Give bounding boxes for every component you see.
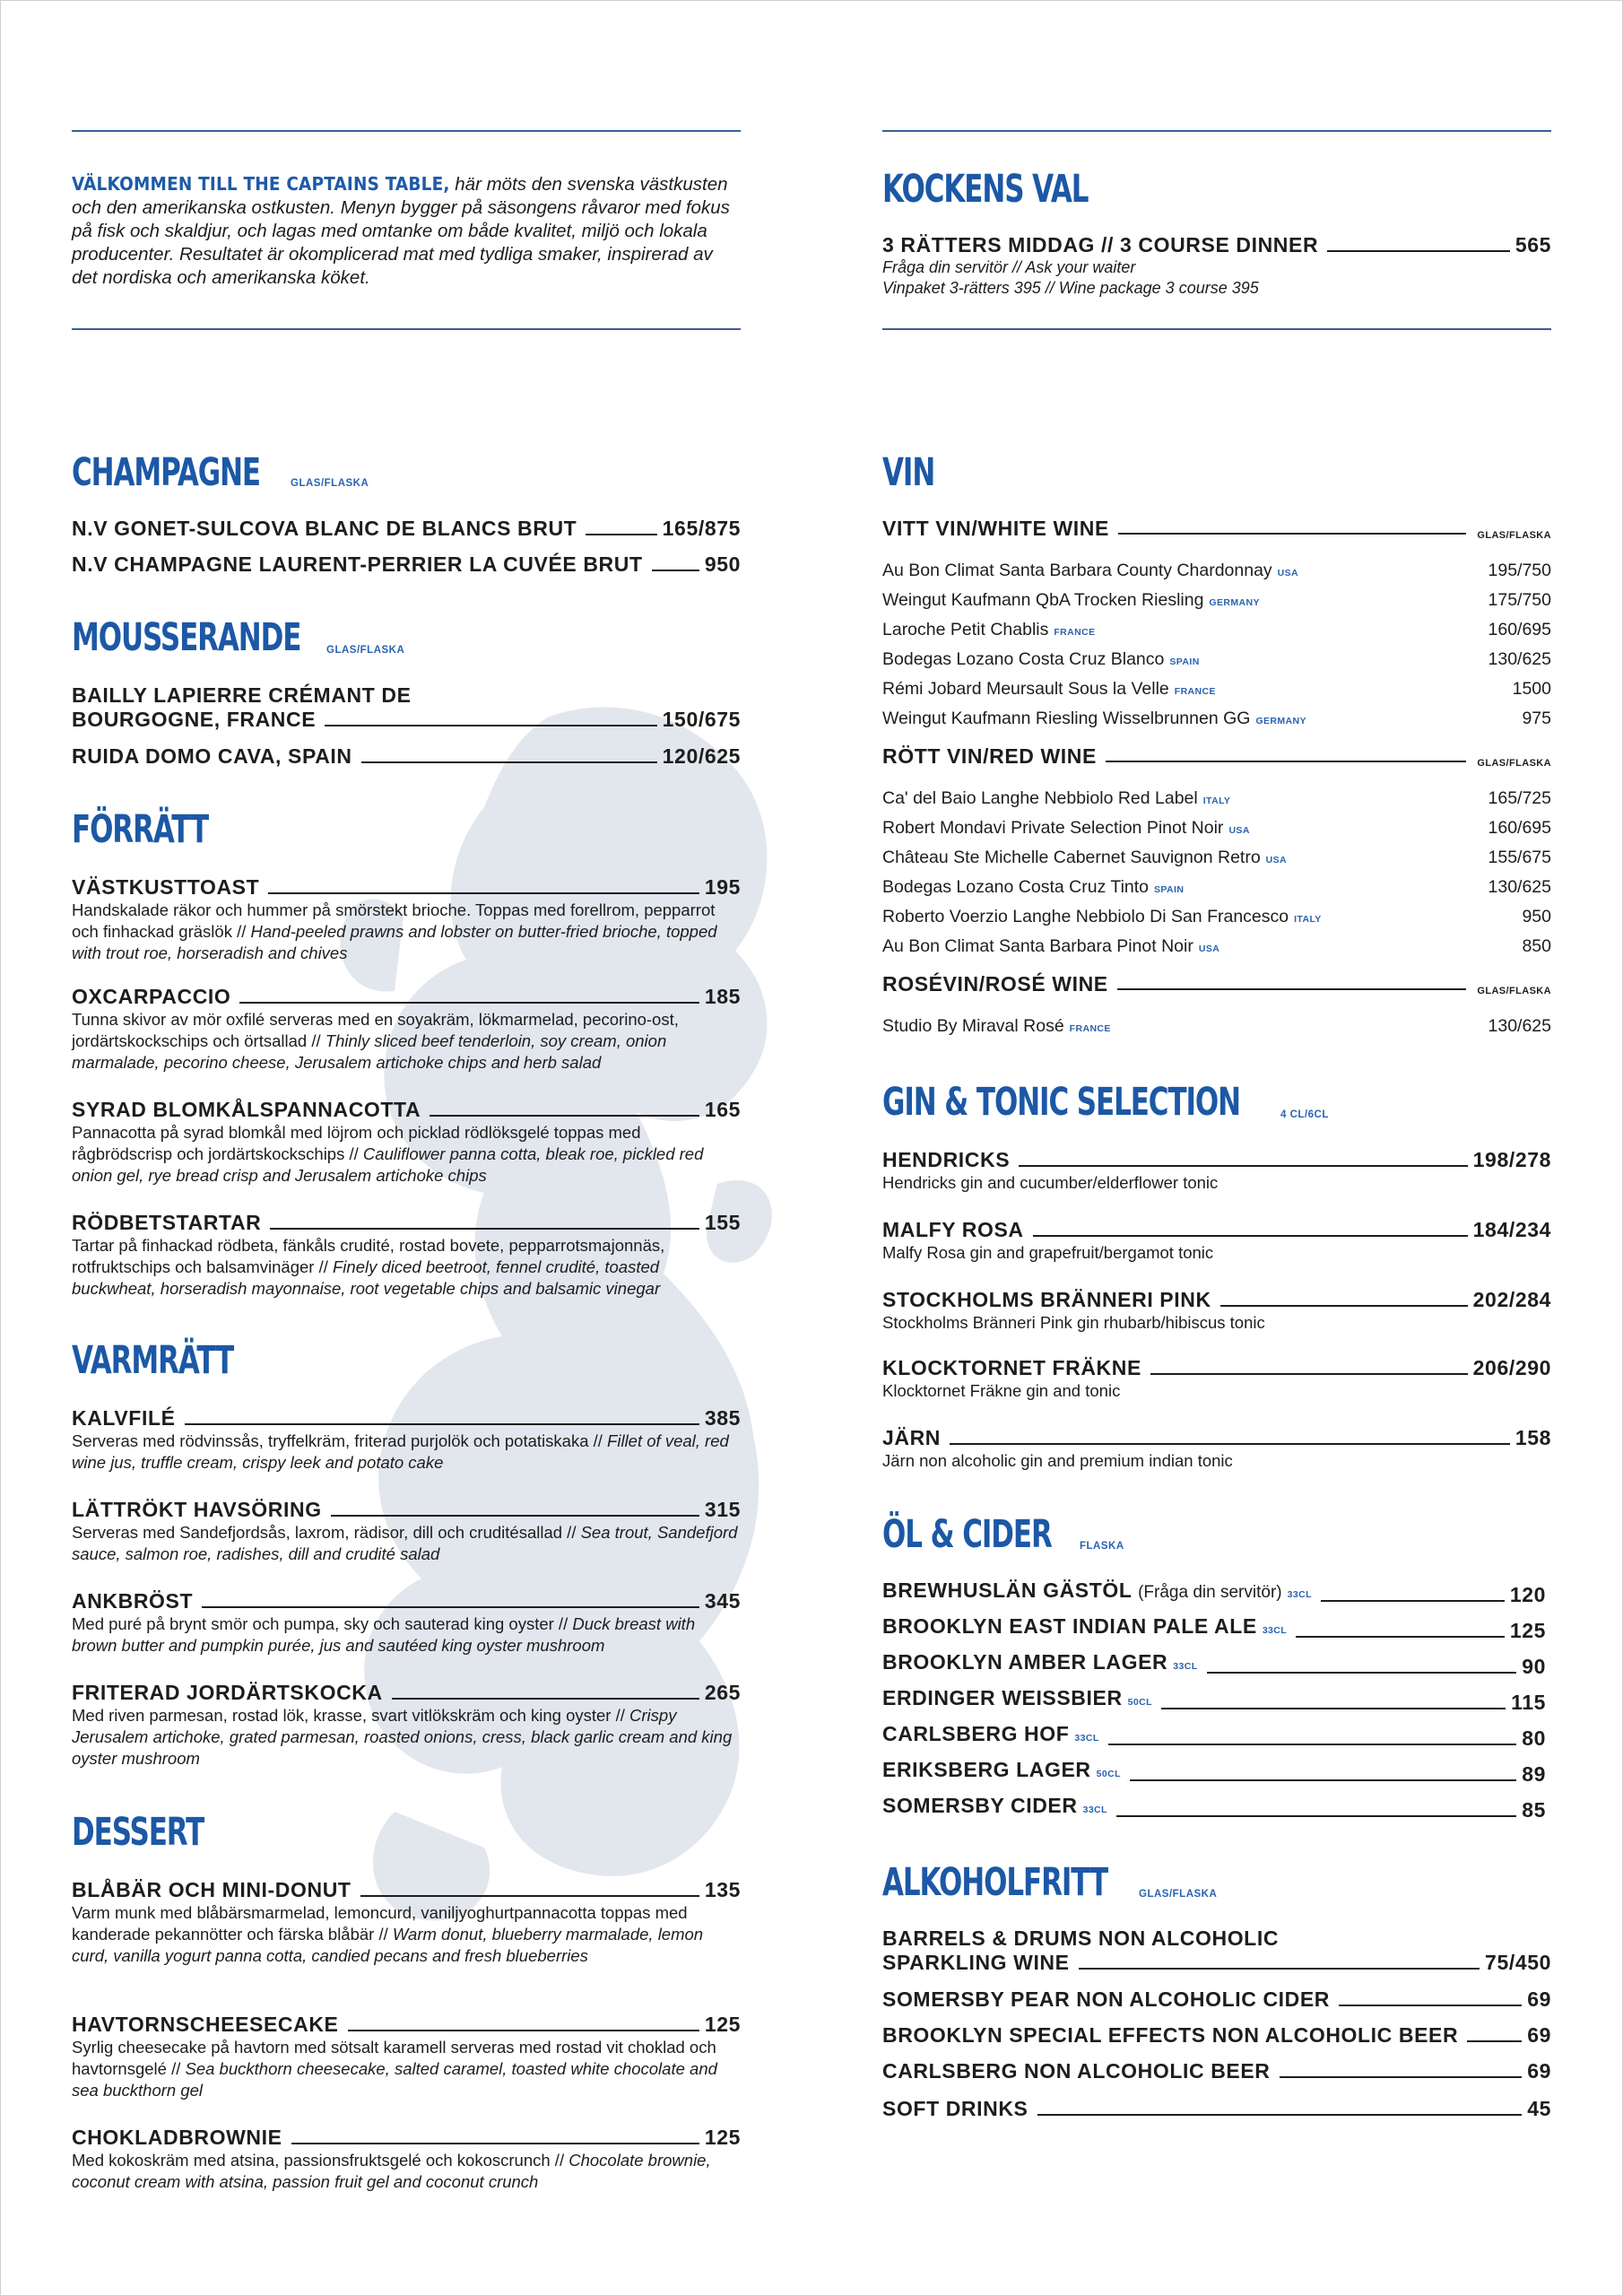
menu-item	[72, 2013, 741, 2101]
item-name: OXCARPACCIO	[72, 985, 231, 1008]
item-name: BROOKLYN AMBER LAGER	[882, 1650, 1168, 1674]
menu-item	[72, 1681, 741, 1770]
gin-item	[882, 1356, 1551, 1402]
nonalc-item	[882, 2059, 1551, 2083]
item-desc-en: Fillet of veal, red wine jus, truffle cream, crispy leek and potato cake	[72, 1431, 729, 1472]
item-price: 315	[704, 1498, 741, 1521]
item-size: 33CL	[1287, 1589, 1312, 1600]
item-name: BARRELS & DRUMS NON ALCOHOLIC	[882, 1926, 1280, 1950]
gin-item	[882, 1288, 1551, 1334]
item-name: JÄRN	[882, 1426, 942, 1449]
dot-leader	[1321, 1600, 1505, 1602]
item-price: 165	[704, 1098, 741, 1121]
gin-item	[882, 1218, 1551, 1264]
item-desc-en: Warm donut, blueberry marmalade, lemon curd, vanilla yogurt panna cotta, candied pecans and fresh blueberries	[72, 1925, 704, 1965]
item-desc-en: Thinly sliced beef tenderloin, soy cream, onion marmalade, pecorino cheese, Jerusalem artichoke chips and herb salad	[72, 1031, 667, 1072]
dessert-title: DESSERT	[72, 1810, 204, 1855]
wine-country: USA	[1198, 944, 1220, 954]
wine-price: 165/725	[1488, 788, 1551, 808]
item-desc: Malfy Rosa gin and grapefruit/bergamot tonic	[882, 1243, 1214, 1262]
item-name: BROOKLYN EAST INDIAN PALE ALE	[882, 1614, 1257, 1638]
item-price: 950	[704, 552, 741, 576]
item-desc: Hendricks gin and cucumber/elderflower tonic	[882, 1173, 1219, 1192]
dot-leader	[950, 1443, 1510, 1445]
dot-leader	[1106, 761, 1466, 762]
dot-leader	[1161, 1708, 1506, 1709]
item-name: RÖDBETSTARTAR	[72, 1211, 262, 1234]
item-name: ANKBRÖST	[72, 1589, 194, 1613]
red-wine-section	[882, 744, 1551, 962]
item-price: 165/875	[662, 517, 741, 540]
item-name: ERDINGER WEISSBIER	[882, 1686, 1123, 1709]
item-name: HENDRICKS	[882, 1148, 1011, 1171]
kockens-bottom-rule	[882, 328, 1551, 330]
item-desc-en: Crispy Jerusalem artichoke, grated parmesan, roasted onions, cress, black garlic cream and king oyster mushroom	[72, 1706, 733, 1768]
kockens-val-title: KOCKENS VAL	[882, 167, 1089, 212]
wine-name: Au Bon Climat Santa Barbara County Chardonnay	[882, 561, 1272, 580]
item-name: SOMERSBY CIDER	[882, 1794, 1078, 1817]
dot-leader	[1327, 250, 1510, 252]
wine-price: 130/625	[1488, 877, 1551, 897]
dot-leader	[392, 1698, 699, 1700]
wine-row	[882, 646, 1551, 675]
item-price: 195	[704, 875, 741, 899]
item-name: LÄTTRÖKT HAVSÖRING	[72, 1498, 322, 1521]
wine-price: 130/625	[1488, 1016, 1551, 1036]
alkoholfritt-tag: GLAS/FLASKA	[1139, 1889, 1218, 1900]
wine-country: FRANCE	[1054, 627, 1096, 638]
nonalc-item	[882, 1987, 1551, 2012]
item-desc: Klocktornet Fräkne gin and tonic	[882, 1381, 1121, 1400]
wine-row	[882, 874, 1551, 903]
item-price: 125	[1509, 1619, 1546, 1642]
beer-item	[882, 1578, 1546, 1607]
item-price: 80	[1522, 1726, 1546, 1750]
item-name: BLÅBÄR OCH MINI-DONUT	[72, 1878, 352, 1901]
intro-lead: VÄLKOMMEN TILL THE CAPTAINS TABLE,	[72, 173, 450, 195]
item-price: 115	[1511, 1691, 1546, 1714]
item-price: 69	[1527, 2059, 1551, 2083]
gin-title: GIN & TONIC SELECTION	[882, 1080, 1241, 1125]
wine-price: 160/695	[1488, 620, 1551, 639]
wine-name: Weingut Kaufmann QbA Trocken Riesling	[882, 590, 1204, 610]
item-name: FRITERAD JORDÄRTSKOCKA	[72, 1681, 383, 1704]
dot-leader	[586, 534, 656, 535]
dot-leader	[1280, 2076, 1523, 2078]
item-name: SOFT DRINKS	[882, 2097, 1028, 2120]
rose-wine-tag: GLAS/FLASKA	[1477, 986, 1551, 996]
item-name: ERIKSBERG LAGER	[882, 1758, 1091, 1781]
wine-name: Au Bon Climat Santa Barbara Pinot Noir	[882, 936, 1193, 956]
beer-item	[882, 1614, 1546, 1643]
dot-leader	[652, 570, 699, 571]
dot-leader	[361, 761, 657, 763]
item-extra: (Fråga din servitör)	[1138, 1583, 1282, 1602]
item-price: 184/234	[1472, 1218, 1551, 1241]
item-price: 120/625	[662, 744, 741, 768]
mousserande-tag: GLAS/FLASKA	[326, 645, 405, 656]
dot-leader	[331, 1515, 699, 1517]
varmratt-title: VARMRÄTT	[72, 1338, 234, 1383]
dot-leader	[1116, 1815, 1516, 1817]
menu-item	[72, 1498, 741, 1565]
wine-price: 850	[1522, 936, 1551, 956]
wine-country: FRANCE	[1174, 686, 1216, 697]
dot-leader	[1118, 533, 1466, 535]
dot-leader	[268, 892, 699, 894]
item-desc-en: Sea trout, Sandefjord sauce, salmon roe, radishes, dill and crudité salad	[72, 1523, 738, 1563]
item-price: 565	[1515, 233, 1551, 257]
dot-leader	[270, 1228, 699, 1230]
beer-item	[882, 1758, 1546, 1787]
item-desc-en: Hand-peeled prawns and lobster on butter-fried brioche, topped with trout roe, horseradish and chives	[72, 922, 717, 962]
item-desc-sv: Med kokoskräm med atsina, passionsfruktsgelé och kokoscrunch //	[72, 2151, 565, 2170]
menu-item	[72, 875, 741, 964]
wine-row	[882, 616, 1551, 646]
gin-tag: 4 CL/6CL	[1280, 1109, 1329, 1120]
menu-item	[72, 1098, 741, 1187]
item-name: CARLSBERG HOF	[882, 1722, 1070, 1745]
wine-country: USA	[1228, 825, 1250, 836]
beer-item	[882, 1722, 1546, 1751]
item-desc: Järn non alcoholic gin and premium indian tonic	[882, 1451, 1233, 1470]
beer-item	[882, 1686, 1546, 1715]
item-desc-en: Chocolate brownie, coconut cream with atsina, passion fruit gel and coconut crunch	[72, 2151, 711, 2191]
item-name: MALFY ROSA	[882, 1218, 1024, 1241]
wine-price: 975	[1522, 709, 1551, 728]
wine-country: SPAIN	[1169, 657, 1200, 667]
nonalc-item	[882, 2097, 1551, 2121]
dot-leader	[430, 1115, 699, 1117]
dot-leader	[1220, 1305, 1468, 1307]
mousserande-title: MOUSSERANDE	[72, 615, 301, 660]
item-name: RUIDA DOMO CAVA, SPAIN	[72, 744, 352, 768]
wine-row	[882, 557, 1551, 587]
wine-name: Bodegas Lozano Costa Cruz Tinto	[882, 877, 1150, 897]
beer-item	[882, 1794, 1546, 1822]
item-price: 135	[704, 1878, 741, 1901]
item-size: 33CL	[1173, 1661, 1198, 1672]
item-desc-sv: Serveras med Sandefjordsås, laxrom, rädisor, dill och cruditésallad //	[72, 1523, 577, 1542]
menu-item	[72, 1211, 741, 1300]
item-price: 69	[1527, 2023, 1551, 2047]
dot-leader	[1339, 2005, 1522, 2006]
wine-name: Château Ste Michelle Cabernet Sauvignon Retro	[882, 848, 1261, 867]
item-name: N.V CHAMPAGNE LAURENT-PERRIER LA CUVÉE BRUT	[72, 552, 643, 576]
wine-name: Laroche Petit Chablis	[882, 620, 1049, 639]
dot-leader	[1108, 1744, 1517, 1745]
item-price: 150/675	[662, 708, 741, 731]
red-wine-tag: GLAS/FLASKA	[1477, 758, 1551, 769]
item-price: 385	[704, 1406, 741, 1430]
wine-country: ITALY	[1202, 796, 1231, 806]
wine-country: SPAIN	[1154, 884, 1185, 895]
dot-leader	[202, 1606, 699, 1608]
wine-row	[882, 587, 1551, 616]
item-name-line-2: SPARKLING WINE	[882, 1951, 1070, 1974]
wine-price: 195/750	[1488, 561, 1551, 580]
red-wine-heading: RÖTT VIN/RED WINE	[882, 744, 1097, 768]
item-price: 85	[1522, 1798, 1546, 1822]
item-desc-en: Finely diced beetroot, fennel crudité, toasted buckwheat, horseradish mayonnaise, root vegetable chips and balsamic vinegar	[72, 1257, 661, 1298]
item-price: 158	[1515, 1426, 1551, 1449]
item-price: 69	[1527, 1987, 1551, 2011]
item-price: 206/290	[1472, 1356, 1551, 1379]
intro-bottom-rule	[72, 328, 741, 330]
item-price: 202/284	[1472, 1288, 1551, 1311]
dot-leader	[1130, 1779, 1516, 1781]
wine-country: ITALY	[1294, 914, 1322, 925]
wine-row	[882, 814, 1551, 844]
wine-name: Bodegas Lozano Costa Cruz Blanco	[882, 649, 1165, 669]
gin-item	[882, 1426, 1551, 1472]
item-price: 125	[704, 2126, 741, 2149]
item-name: BREWHUSLÄN GÄSTÖL	[882, 1578, 1133, 1602]
item-price: 265	[704, 1681, 741, 1704]
item-size: 50CL	[1127, 1697, 1152, 1708]
item-desc-sv: Tunna skivor av mör oxfilé serveras med en soyakräm, lökmarmelad, pecorino-ost, jordärtskockschips och örtsallad //	[72, 1010, 679, 1050]
item-desc-sv: Varm munk med blåbärsmarmelad, lemoncurd, vaniljyoghurtpannacotta toppas med kanderade pekannötter och färska blåbär //	[72, 1903, 688, 1944]
wine-price: 160/695	[1488, 818, 1551, 838]
nonalc-item	[882, 1926, 1551, 1975]
gin-item	[882, 1148, 1551, 1194]
champagne-title: CHAMPAGNE	[72, 450, 260, 495]
ol-title: ÖL & CIDER	[882, 1512, 1052, 1557]
item-name: VÄSTKUSTTOAST	[72, 875, 260, 899]
menu-item	[72, 1406, 741, 1474]
intro-body: här möts den svenska västkusten och den amerikanska ostkusten. Menyn bygger på säsongens råvaror med fokus på fisk och skaldjur, och lagas med omtanke om både kvalitet, miljö och lokala producenter. Resultatet är okomplicerad mat med tydliga smaker, inspirerad av det nordiska och amerikanska köket.	[72, 174, 730, 288]
dot-leader	[239, 1002, 699, 1004]
item-name: BAILLY LAPIERRE CRÉMANT DE	[72, 683, 412, 707]
wine-name: Robert Mondavi Private Selection Pinot Noir	[882, 818, 1224, 838]
white-wine-tag: GLAS/FLASKA	[1477, 530, 1551, 541]
champagne-item	[72, 517, 741, 541]
dot-leader	[1033, 1235, 1468, 1237]
item-name: SYRAD BLOMKÅLSPANNACOTTA	[72, 1098, 421, 1121]
dot-leader	[1019, 1165, 1468, 1167]
dot-leader	[1467, 2040, 1522, 2042]
wine-country: GERMANY	[1209, 597, 1260, 608]
dot-leader	[1150, 1373, 1468, 1375]
champagne-item	[72, 552, 741, 577]
item-price: 120	[1509, 1583, 1546, 1606]
mousserande-item	[72, 744, 741, 769]
kockens-line-2: Vinpaket 3-rätters 395 // Wine package 3 course 395	[882, 279, 1259, 297]
item-price: 75/450	[1485, 1951, 1551, 1974]
wine-price: 1500	[1512, 679, 1551, 699]
wine-name: Weingut Kaufmann Riesling Wisselbrunnen GG	[882, 709, 1251, 728]
menu-item	[72, 2126, 741, 2193]
item-price: 90	[1522, 1655, 1546, 1678]
wine-country: USA	[1265, 855, 1288, 865]
ol-tag: FLASKA	[1080, 1541, 1124, 1552]
vin-title: VIN	[882, 450, 935, 495]
item-name: KALVFILÉ	[72, 1406, 176, 1430]
nonalc-item	[882, 2023, 1551, 2048]
item-price: 155	[704, 1211, 741, 1234]
item-desc-sv: Med riven parmesan, rostad lök, krasse, svart vitlökskräm och king oyster //	[72, 1706, 625, 1725]
wine-country: FRANCE	[1069, 1023, 1111, 1034]
item-desc: Stockholms Bränneri Pink gin rhubarb/hibiscus tonic	[882, 1313, 1265, 1332]
wine-name: Ca' del Baio Langhe Nebbiolo Red Label	[882, 788, 1198, 808]
kockens-line-1: Fråga din servitör // Ask your waiter	[882, 258, 1136, 276]
wine-price: 155/675	[1488, 848, 1551, 867]
item-name: CARLSBERG NON ALCOHOLIC BEER	[882, 2059, 1271, 2083]
white-wine-heading: VITT VIN/WHITE WINE	[882, 517, 1109, 540]
dot-leader	[348, 2030, 699, 2031]
item-price: 45	[1527, 2097, 1551, 2120]
wine-row	[882, 933, 1551, 962]
wine-row	[882, 844, 1551, 874]
dot-leader	[185, 1423, 699, 1425]
beer-item	[882, 1650, 1546, 1679]
item-price: 125	[704, 2013, 741, 2036]
dot-leader	[360, 1895, 699, 1897]
wine-row	[882, 1013, 1551, 1042]
top-rule-left	[72, 130, 741, 132]
champagne-tag: GLAS/FLASKA	[291, 478, 369, 489]
item-desc-sv: Med puré på brynt smör och pumpa, sky och sauterad king oyster //	[72, 1614, 568, 1633]
dot-leader	[1037, 2114, 1523, 2116]
item-desc-sv: Handskalade räkor och hummer på smörstekt brioche. Toppas med forellrom, pepparrot och finhackad gräslök //	[72, 900, 716, 941]
wine-country: USA	[1277, 568, 1299, 578]
wine-row	[882, 705, 1551, 735]
item-desc-sv: Syrlig cheesecake på havtorn med sötsalt karamell serveras med rostad vit choklad och havtornsgelé //	[72, 2038, 716, 2078]
menu-item	[72, 985, 741, 1074]
item-desc-sv: Serveras med rödvinssås, tryffelkräm, friterad purjolök och potatiskaka //	[72, 1431, 603, 1450]
item-price: 345	[704, 1589, 741, 1613]
item-size: 50CL	[1096, 1769, 1121, 1779]
item-size: 33CL	[1074, 1733, 1099, 1744]
item-name: STOCKHOLMS BRÄNNERI PINK	[882, 1288, 1211, 1311]
item-desc-en: Cauliflower panna cotta, bleak roe, pickled red onion gel, rye bread crisp and Jerusalem artichoke chips	[72, 1144, 704, 1185]
item-price: 185	[704, 985, 741, 1008]
wine-name: Studio By Miraval Rosé	[882, 1016, 1064, 1036]
wine-name: Rémi Jobard Meursault Sous la Velle	[882, 679, 1169, 699]
dot-leader	[1207, 1672, 1517, 1674]
rose-wine-section	[882, 972, 1551, 1042]
item-price: 89	[1522, 1762, 1546, 1786]
top-rule-right	[882, 130, 1551, 132]
wine-country: GERMANY	[1255, 716, 1306, 726]
item-name: CHOKLADBROWNIE	[72, 2126, 282, 2149]
mousserande-item	[72, 683, 741, 732]
dot-leader	[1117, 988, 1467, 990]
item-desc-en: Sea buckthorn cheesecake, salted caramel, toasted white chocolate and sea buckthorn gel	[72, 2059, 717, 2100]
item-name: N.V GONET-SULCOVA BLANC DE BLANCS BRUT	[72, 517, 577, 540]
item-desc-sv: Pannacotta på syrad blomkål med löjrom och picklad rödlöksgelé toppas med rågbrödscrisp och jordärtskockschips //	[72, 1123, 641, 1163]
item-size: 33CL	[1082, 1805, 1107, 1815]
item-price: 198/278	[1472, 1148, 1551, 1171]
wine-row	[882, 785, 1551, 814]
rose-wine-heading: ROSÉVIN/ROSÉ WINE	[882, 972, 1108, 996]
menu-item	[72, 1589, 741, 1657]
item-name: BROOKLYN SPECIAL EFFECTS NON ALCOHOLIC BEER	[882, 2023, 1459, 2047]
wine-name: Roberto Voerzio Langhe Nebbiolo Di San Francesco	[882, 907, 1289, 926]
item-name: 3 RÄTTERS MIDDAG // 3 COURSE DINNER	[882, 233, 1319, 257]
dot-leader	[291, 2143, 699, 2144]
item-desc-en: Duck breast with brown butter and pumpkin purée, jus and sautéed king oyster mushroom	[72, 1614, 696, 1655]
wine-row	[882, 903, 1551, 933]
item-size: 33CL	[1262, 1625, 1288, 1636]
wine-price: 950	[1522, 907, 1551, 926]
item-name: SOMERSBY PEAR NON ALCOHOLIC CIDER	[882, 1987, 1331, 2011]
wine-price: 130/625	[1488, 649, 1551, 669]
item-desc-sv: Tartar på finhackad rödbeta, fänkåls crudité, rostad bovete, pepparrotsmajonnäs, rotfruktschips och balsamvinäger //	[72, 1236, 665, 1276]
dot-leader	[1296, 1636, 1505, 1638]
forratt-title: FÖRRÄTT	[72, 807, 209, 852]
white-wine-section	[882, 517, 1551, 735]
wine-row	[882, 675, 1551, 705]
item-name-line-2: BOURGOGNE, FRANCE	[72, 708, 317, 731]
menu-item	[72, 1878, 741, 1967]
intro-text	[72, 172, 735, 290]
kockens-val-item	[882, 233, 1551, 299]
alkoholfritt-title: ALKOHOLFRITT	[882, 1860, 1108, 1905]
item-name: HAVTORNSCHEESECAKE	[72, 2013, 339, 2036]
wine-price: 175/750	[1488, 590, 1551, 610]
dot-leader	[325, 725, 657, 726]
dot-leader	[1079, 1968, 1480, 1970]
item-name: KLOCKTORNET FRÄKNE	[882, 1356, 1141, 1379]
